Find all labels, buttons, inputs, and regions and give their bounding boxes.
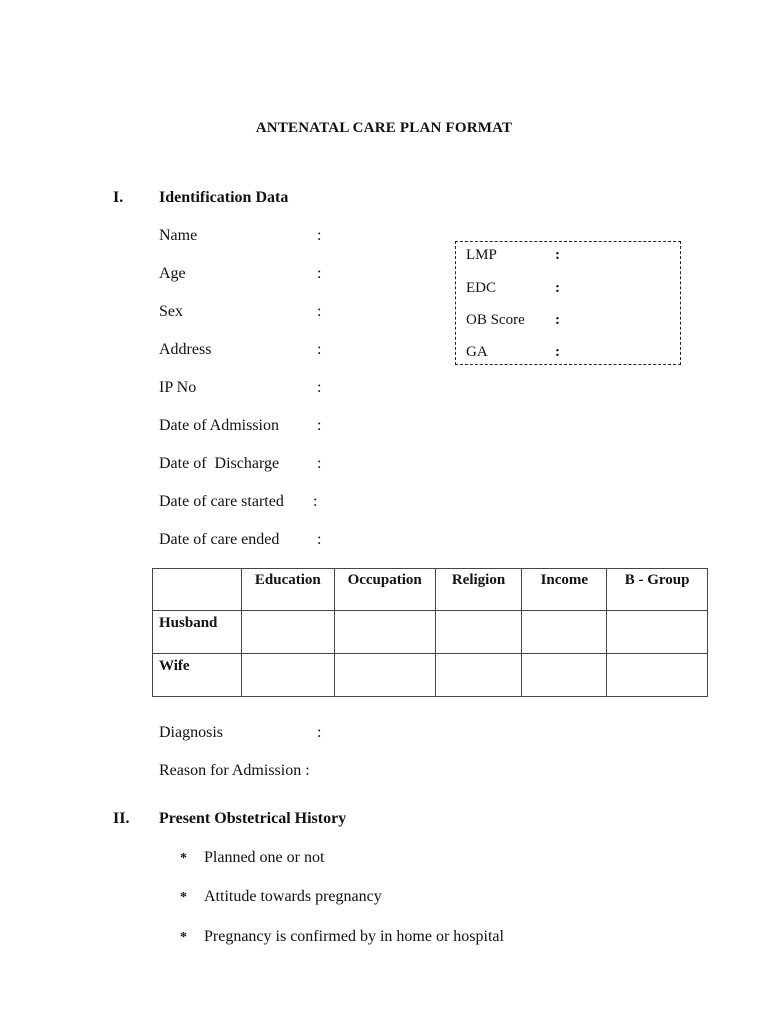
- field-label-date-of-care-ended: Date of care ended: [159, 531, 280, 548]
- bullet-star-icon: *: [180, 851, 187, 866]
- section-number: II.: [113, 810, 130, 827]
- table-row-label-wife: Wife: [153, 654, 242, 697]
- table-cell[interactable]: [607, 654, 708, 697]
- box-colon: :: [555, 247, 560, 263]
- field-label-name: Name: [159, 227, 198, 244]
- bullet-star-icon: *: [180, 890, 187, 905]
- table-cell[interactable]: [522, 654, 607, 697]
- table-cell[interactable]: [241, 611, 334, 654]
- field-label-diagnosis: Diagnosis: [159, 724, 223, 741]
- field-colon: :: [317, 265, 322, 282]
- field-label-date-of-admission: Date of Admission: [159, 417, 279, 434]
- table-header-blood-group: B - Group: [607, 569, 708, 611]
- table-header-occupation: Occupation: [334, 569, 435, 611]
- list-item: Planned one or not: [204, 849, 325, 866]
- table-cell[interactable]: [522, 611, 607, 654]
- field-colon: :: [317, 227, 322, 244]
- list-item: Attitude towards pregnancy: [204, 888, 382, 905]
- field-colon: :: [317, 379, 322, 396]
- table-header-income: Income: [522, 569, 607, 611]
- field-colon: :: [317, 455, 322, 472]
- box-colon: :: [555, 280, 560, 296]
- table-cell[interactable]: [607, 611, 708, 654]
- box-label-ob-score: OB Score: [466, 312, 525, 328]
- field-label-address: Address: [159, 341, 212, 358]
- bullet-star-icon: *: [180, 930, 187, 945]
- field-colon: :: [313, 493, 318, 510]
- field-colon: :: [317, 531, 322, 548]
- table-cell[interactable]: [435, 611, 522, 654]
- table-header-education: Education: [241, 569, 334, 611]
- table-header-religion: Religion: [435, 569, 522, 611]
- field-label-ip-no: IP No: [159, 379, 197, 396]
- field-colon: :: [317, 724, 322, 741]
- box-label-ga: GA: [466, 344, 488, 360]
- field-colon: :: [317, 341, 322, 358]
- box-label-edc: EDC: [466, 280, 496, 296]
- section-title: Identification Data: [159, 189, 289, 206]
- section-number: I.: [113, 189, 124, 206]
- field-colon: :: [317, 417, 322, 434]
- table-cell[interactable]: [334, 611, 435, 654]
- document-title: ANTENATAL CARE PLAN FORMAT: [255, 120, 513, 136]
- spouse-details-table: [152, 568, 708, 697]
- table-header-row: [153, 569, 708, 611]
- table-row: [153, 611, 708, 654]
- box-colon: :: [555, 312, 560, 328]
- field-label-date-of-care-started: Date of care started: [159, 493, 284, 510]
- field-label-age: Age: [159, 265, 186, 282]
- box-colon: :: [555, 344, 560, 360]
- table-cell[interactable]: [241, 654, 334, 697]
- field-colon: :: [317, 303, 322, 320]
- field-label-date-of-discharge: Date of Discharge: [159, 455, 280, 472]
- list-item: Pregnancy is confirmed by in home or hospital: [204, 928, 504, 945]
- table-cell[interactable]: [435, 654, 522, 697]
- field-label-reason-for-admission: Reason for Admission :: [159, 762, 310, 779]
- box-label-lmp: LMP: [466, 247, 497, 263]
- table-row: [153, 654, 708, 697]
- table-header-empty: [153, 569, 242, 611]
- table-row-label-husband: Husband: [153, 611, 242, 654]
- table-cell[interactable]: [334, 654, 435, 697]
- field-label-sex: Sex: [159, 303, 183, 320]
- section-title: Present Obstetrical History: [159, 810, 347, 827]
